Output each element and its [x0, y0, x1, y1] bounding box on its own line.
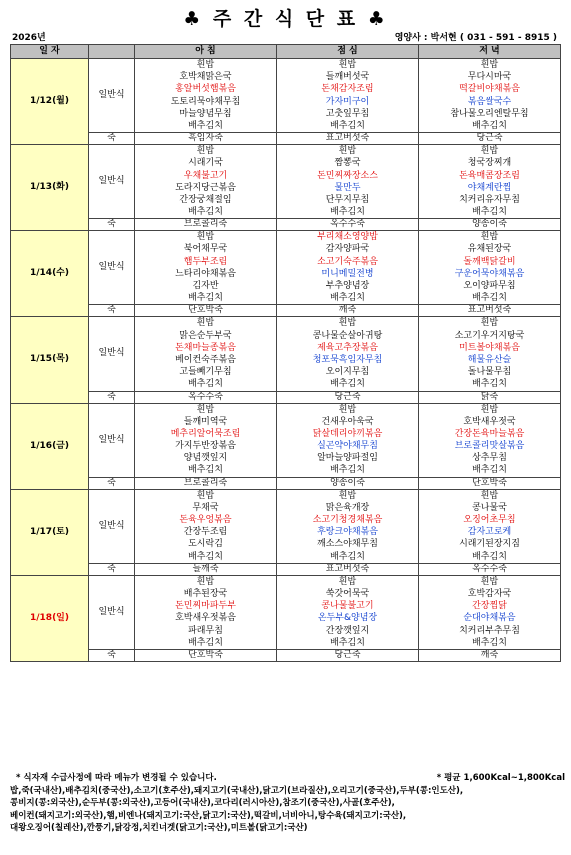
menu-item: 호박새우젓볶음	[175, 613, 236, 624]
day-date: 1/13(화)	[11, 145, 89, 231]
menu-item: 흰밥	[480, 60, 499, 70]
menu-item: 무채국	[192, 502, 219, 513]
breakfast-cell	[135, 489, 277, 563]
menu-item: 소고기우거지탕국	[454, 330, 525, 341]
menu-item: 흰밥	[480, 318, 499, 329]
menu-item: 배추김치	[330, 637, 365, 648]
porridge-row	[11, 649, 561, 661]
day-date: 1/16(금)	[11, 403, 89, 489]
menu-item: 소고기청경채볶음	[312, 515, 383, 525]
menu-item: 물만두	[334, 182, 361, 193]
meal-type: 일반식	[89, 489, 135, 563]
menu-item: 배추김치	[472, 465, 507, 476]
porridge-item: 옥수수죽	[419, 563, 561, 575]
menu-item: 흰밥	[196, 146, 215, 157]
menu-item: 제육고추장볶음	[317, 342, 378, 353]
menu-item: 감자고로케	[467, 527, 512, 538]
menu-item: 배추김치	[472, 379, 507, 390]
origin-line: 콩비지(콩:외국산),순두부(콩:외국산),고등어(국내산),코다리(러시아산),참조기(중국산),사골(호주산),	[10, 798, 395, 809]
menu-item: 메추리알어묵조림	[170, 428, 241, 439]
menu-item: 흰밥	[196, 60, 215, 70]
porridge-item: 옥수수죽	[277, 219, 419, 231]
porridge-label: 죽	[89, 563, 135, 575]
menu-item: 간장깻잎지	[325, 625, 370, 636]
menu-item: 흰밥	[338, 490, 357, 501]
menu-body	[11, 59, 561, 662]
origin-line: 밥,죽(국내산),배추김치(중국산),소고기(호주산),돼지고기(국내산),닭고기(브라질산),오리고기(중국산),두부(콩:인도산),	[10, 785, 464, 796]
menu-item: 간장돈육마늘볶음	[454, 428, 525, 439]
menu-item: 간장궁채절임	[179, 194, 232, 205]
menu-item: 햄두부조림	[183, 256, 228, 267]
menu-item: 깨소스야채무침	[317, 539, 378, 550]
dinner-cell	[419, 489, 561, 563]
day-date: 1/14(수)	[11, 231, 89, 317]
menu-item: 부추양념장	[325, 281, 370, 291]
header-lunch: 점 심	[277, 45, 419, 59]
menu-item: 치커리유자무침	[459, 194, 520, 205]
nutritionist-info: 영양사 : 박서현 ( 031 - 591 - 8915 )	[394, 33, 557, 43]
menu-item: 들깨버섯국	[325, 72, 370, 83]
year-label: 2026년	[12, 33, 46, 43]
menu-item: 유채된장국	[467, 244, 512, 255]
menu-item: 배추김치	[330, 120, 365, 131]
header-type	[89, 45, 135, 59]
menu-item: 흰밥	[196, 318, 215, 329]
porridge-label: 죽	[89, 391, 135, 403]
menu-item: 흰밥	[196, 576, 215, 587]
menu-item: 도라지당근볶음	[175, 182, 236, 193]
menu-item: 볶음쌀국수	[467, 96, 512, 107]
porridge-item: 양송이죽	[277, 477, 419, 489]
breakfast-cell	[135, 231, 277, 305]
lunch-cell	[277, 489, 419, 563]
porridge-item: 양송이죽	[419, 219, 561, 231]
menu-item: 쑥갓어묵국	[325, 588, 370, 599]
menu-item: 들깨미역국	[183, 416, 228, 427]
meal-type: 일반식	[89, 317, 135, 391]
menu-item: 배추김치	[188, 207, 223, 218]
menu-item: 돌나물무침	[467, 367, 512, 378]
menu-item: 흰밥	[480, 404, 499, 415]
breakfast-cell	[135, 59, 277, 133]
menu-item: 짬뽕국	[334, 158, 361, 169]
menu-item: 흰밥	[338, 404, 357, 415]
menu-item: 배추김치	[188, 551, 223, 562]
menu-item: 느타리야채볶음	[175, 268, 236, 279]
page-title: ♣ 주 간 식 단 표 ♣	[183, 8, 388, 30]
porridge-item: 깨죽	[277, 305, 419, 317]
breakfast-cell	[135, 403, 277, 477]
porridge-row	[11, 477, 561, 489]
menu-item: 시래기된장지짐	[459, 539, 520, 550]
day-row	[11, 489, 561, 563]
menu-item: 맑은순두부국	[179, 330, 232, 341]
porridge-item: 표고버섯죽	[277, 133, 419, 145]
menu-item: 참나물오리엔탈무침	[450, 108, 529, 119]
breakfast-cell	[135, 317, 277, 391]
porridge-item: 단호박죽	[135, 649, 277, 661]
menu-item: 홍알버섯햄볶음	[175, 84, 236, 95]
menu-item: 흰밥	[196, 232, 215, 243]
menu-item: 해물유산슬	[467, 354, 512, 365]
menu-item: 돈민찌마파두부	[175, 601, 236, 612]
menu-item: 브로콜리맛살볶음	[454, 441, 525, 452]
menu-item: 배추김치	[188, 293, 223, 304]
menu-item: 부리채소영양밥	[317, 232, 378, 243]
menu-item: 콩나물국	[472, 502, 507, 513]
menu-item: 떡갈비야채볶음	[459, 84, 520, 95]
porridge-row	[11, 133, 561, 145]
breakfast-cell	[135, 575, 277, 649]
origin-line: 대왕오징어(칠레산),깐풍기,닭강정,치킨너겟(닭고기:국산),미트볼(닭고기:국산)	[10, 823, 308, 834]
lunch-cell	[277, 145, 419, 219]
day-row	[11, 403, 561, 477]
porridge-row	[11, 391, 561, 403]
day-date: 1/15(목)	[11, 317, 89, 403]
meal-type: 일반식	[89, 575, 135, 649]
menu-item: 가지두반장볶음	[175, 441, 236, 452]
origin-line: 베이컨(돼지고기:외국산),햄,비엔나(돼지고기:국산,닭고기:국산),떡갈비,너비아니,탕수육(돼지고기:국산),	[10, 810, 407, 821]
menu-item: 흰밥	[480, 146, 499, 157]
dinner-cell	[419, 317, 561, 391]
menu-item: 배추김치	[330, 551, 365, 562]
menu-item: 배추김치	[330, 379, 365, 390]
menu-item: 마늘양념무침	[179, 108, 232, 119]
menu-item: 배추김치	[330, 207, 365, 218]
day-row	[11, 317, 561, 391]
menu-item: 흰밥	[480, 232, 499, 243]
menu-item: 간장찜닭	[472, 601, 507, 612]
menu-item: 베이컨숙주볶음	[175, 354, 236, 365]
menu-item: 상추무침	[472, 453, 507, 464]
menu-item: 치커리부추무침	[459, 625, 520, 636]
breakfast-cell	[135, 145, 277, 219]
lunch-cell	[277, 317, 419, 391]
menu-item: 닭살데리야끼볶음	[312, 428, 383, 439]
menu-item: 흰밥	[480, 576, 499, 587]
menu-item: 흰밥	[338, 146, 357, 157]
menu-item: 배추김치	[472, 637, 507, 648]
menu-item: 알마늘양파절임	[317, 453, 378, 464]
menu-item: 흰밥	[338, 318, 357, 329]
menu-item: 야채계란찜	[467, 182, 512, 193]
header-breakfast: 아 침	[135, 45, 277, 59]
menu-item: 감자양파국	[325, 244, 370, 255]
porridge-label: 죽	[89, 305, 135, 317]
menu-item: 실곤약야채무침	[317, 441, 378, 452]
menu-item: 콩나물순살아귀탕	[312, 330, 383, 341]
porridge-item: 단호박죽	[419, 477, 561, 489]
porridge-item: 닭죽	[419, 391, 561, 403]
porridge-row	[11, 305, 561, 317]
porridge-item: 브로콜리죽	[135, 477, 277, 489]
table-header-row	[11, 45, 561, 59]
porridge-item: 들깨죽	[135, 563, 277, 575]
menu-item: 배추김치	[330, 465, 365, 476]
dinner-cell	[419, 59, 561, 133]
footer-notice: * 식자재 수급사정에 따라 메뉴가 변경될 수 있습니다.	[16, 773, 217, 783]
menu-item: 흰밥	[196, 404, 215, 415]
menu-item: 호박감자국	[467, 588, 512, 599]
menu-item: 호박채맑은국	[179, 72, 232, 83]
menu-item: 오이양파무침	[463, 281, 516, 291]
menu-item: 배추김치	[472, 551, 507, 562]
menu-item: 호박새우젓국	[463, 416, 516, 427]
menu-item: 돈육우엉볶음	[179, 515, 232, 525]
menu-item: 배추김치	[188, 465, 223, 476]
day-row	[11, 145, 561, 219]
porridge-item: 표고버섯죽	[419, 305, 561, 317]
menu-item: 돌깨백닭갈비	[463, 256, 516, 267]
porridge-row	[11, 219, 561, 231]
menu-item: 도시락김	[188, 539, 223, 550]
menu-item: 순대야채볶음	[463, 613, 516, 624]
weekly-menu-table	[10, 44, 561, 662]
menu-item: 배추김치	[188, 379, 223, 390]
menu-item: 흰밥	[338, 60, 357, 70]
menu-item: 시래기국	[188, 158, 223, 169]
dinner-cell	[419, 231, 561, 305]
menu-item: 후랑크야채볶음	[317, 527, 378, 538]
menu-item: 도토리묵야채무침	[170, 96, 241, 107]
menu-item: 가자미구이	[325, 96, 370, 107]
menu-item: 돈채감자조림	[321, 84, 374, 95]
porridge-label: 죽	[89, 133, 135, 145]
header-dinner: 저 녁	[419, 45, 561, 59]
header-date: 일 자	[11, 45, 89, 59]
porridge-item: 당근죽	[277, 649, 419, 661]
porridge-item: 옥수수죽	[135, 391, 277, 403]
porridge-item: 흑임자죽	[135, 133, 277, 145]
menu-item: 고들빼기무침	[179, 367, 232, 378]
menu-item: 돈민찌짜장소스	[317, 170, 378, 181]
menu-item: 우채불고기	[183, 170, 228, 181]
day-date: 1/12(월)	[11, 59, 89, 145]
footer-calorie: * 평균 1,600Kcal~1,800Kcal	[436, 773, 565, 783]
menu-item: 간장두조림	[183, 527, 228, 538]
menu-item: 배추된장국	[183, 588, 228, 599]
menu-item: 청국장찌개	[467, 158, 512, 169]
menu-item: 돈육매콤장조림	[459, 170, 520, 181]
menu-item: 고춧잎무침	[325, 108, 370, 119]
dinner-cell	[419, 145, 561, 219]
menu-item: 맑은육개장	[325, 502, 370, 513]
porridge-item: 단호박죽	[135, 305, 277, 317]
porridge-label: 죽	[89, 649, 135, 661]
menu-item: 배추김치	[472, 207, 507, 218]
meal-type: 일반식	[89, 231, 135, 305]
menu-item: 배추김치	[472, 293, 507, 304]
footer	[10, 772, 565, 835]
menu-item: 청포묵흑임자무침	[312, 354, 383, 365]
menu-item: 미트볼야채볶음	[459, 342, 520, 353]
lunch-cell	[277, 575, 419, 649]
day-row	[11, 231, 561, 305]
porridge-item: 당근죽	[277, 391, 419, 403]
menu-item: 오이지무침	[325, 367, 370, 378]
menu-item: 북어채무국	[183, 244, 228, 255]
day-date: 1/17(토)	[11, 489, 89, 575]
porridge-item: 표고버섯죽	[277, 563, 419, 575]
menu-item: 돈채마늘종볶음	[175, 342, 236, 353]
porridge-item: 당근죽	[419, 133, 561, 145]
menu-item: 무다시마국	[467, 72, 512, 83]
day-row	[11, 59, 561, 133]
lunch-cell	[277, 403, 419, 477]
porridge-row	[11, 563, 561, 575]
porridge-item: 브로콜리죽	[135, 219, 277, 231]
menu-item: 파래무침	[188, 625, 223, 636]
menu-item: 구운어묵야채볶음	[454, 268, 525, 279]
day-row	[11, 575, 561, 649]
porridge-item: 깨죽	[419, 649, 561, 661]
menu-item: 흰밥	[196, 490, 215, 501]
menu-item: 배추김치	[188, 120, 223, 131]
menu-item: 배추김치	[188, 637, 223, 648]
meal-type: 일반식	[89, 59, 135, 133]
lunch-cell	[277, 59, 419, 133]
menu-item: 온두부&양념장	[317, 613, 378, 624]
menu-item: 김자반	[192, 281, 219, 291]
menu-item: 흰밥	[338, 576, 357, 587]
day-date: 1/18(일)	[11, 575, 89, 661]
porridge-label: 죽	[89, 477, 135, 489]
dinner-cell	[419, 403, 561, 477]
menu-item: 단무지무침	[325, 194, 370, 205]
dinner-cell	[419, 575, 561, 649]
menu-item: 미니메밀전병	[321, 268, 374, 279]
menu-item: 배추김치	[472, 120, 507, 131]
menu-item: 양념깻잎지	[183, 453, 228, 464]
meal-type: 일반식	[89, 403, 135, 477]
menu-item: 소고기숙주볶음	[317, 256, 378, 267]
menu-item: 콩나물불고기	[321, 601, 374, 612]
menu-item: 건새우아욱국	[321, 416, 374, 427]
porridge-label: 죽	[89, 219, 135, 231]
menu-item: 오징어초무침	[463, 515, 516, 525]
menu-item: 배추김치	[330, 293, 365, 304]
lunch-cell	[277, 231, 419, 305]
menu-item: 흰밥	[480, 490, 499, 501]
meal-type: 일반식	[89, 145, 135, 219]
